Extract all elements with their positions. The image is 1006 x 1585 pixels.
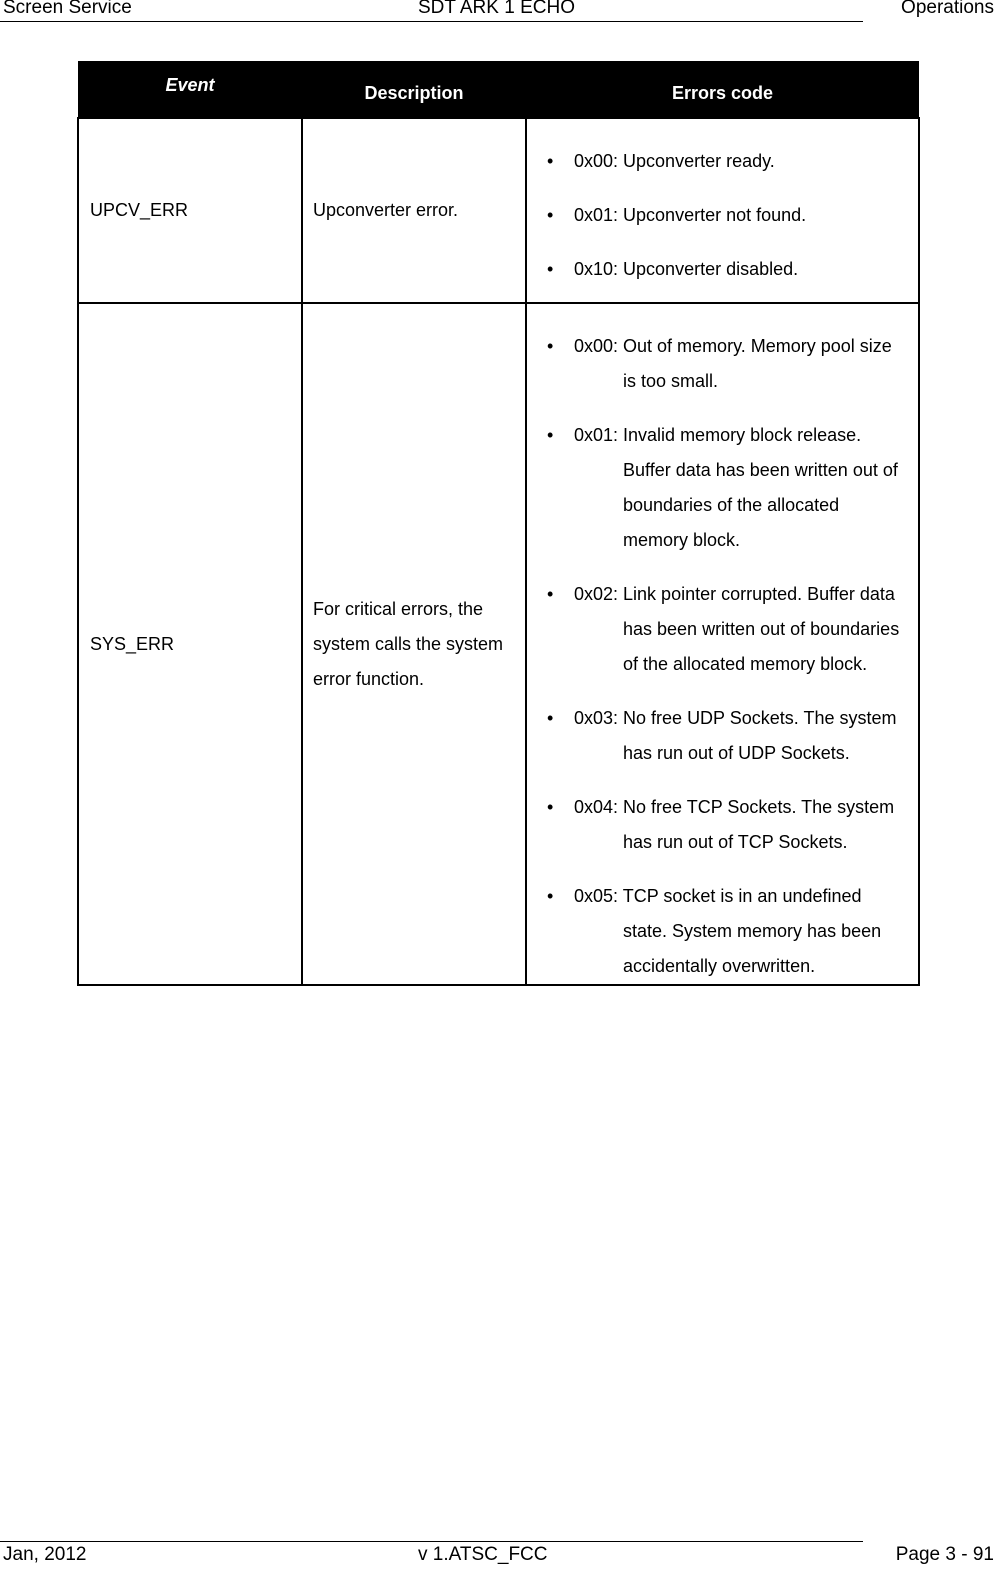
table-header-row <box>78 61 919 118</box>
header-right-title: Operations <box>901 0 994 18</box>
error-code-text: 0x04: No free TCP Sockets. The system has run out of TCP Sockets. <box>574 797 895 852</box>
bullet-icon: • <box>547 708 554 728</box>
page-footer <box>0 1545 1006 1567</box>
column-header-event: Event <box>78 61 302 118</box>
error-codes-cell <box>526 303 919 985</box>
list-item <box>537 879 908 984</box>
bullet-icon: • <box>547 205 554 225</box>
list-item <box>537 144 908 179</box>
bullet-icon: • <box>547 259 554 279</box>
footer-version: v 1.ATSC_FCC <box>418 1544 548 1565</box>
error-code-text: 0x02: Link pointer corrupted. Buffer data has been written out of boundaries of the allocated memory block. <box>574 584 900 674</box>
list-item <box>537 701 908 771</box>
error-code-text: 0x01: Invalid memory block release. Buffer data has been written out of boundaries of the allocated memory block. <box>574 425 898 550</box>
error-code-text: 0x01: Upconverter not found. <box>574 205 807 225</box>
description-cell: For critical errors, the system calls the system error function. <box>302 303 526 985</box>
list-item <box>537 252 908 287</box>
table-row <box>78 118 919 303</box>
footer-date: Jan, 2012 <box>3 1544 87 1565</box>
event-cell: SYS_ERR <box>78 303 302 985</box>
error-code-list <box>537 144 908 287</box>
header-center-title: SDT ARK 1 ECHO <box>418 0 575 18</box>
bullet-icon: • <box>547 151 554 171</box>
error-codes-cell <box>526 118 919 303</box>
table-row <box>78 303 919 985</box>
error-code-text: 0x10: Upconverter disabled. <box>574 259 799 279</box>
error-code-text: 0x00: Upconverter ready. <box>574 151 775 171</box>
footer-page-number: Page 3 - 91 <box>895 1544 994 1565</box>
error-code-text: 0x05: TCP socket is in an undefined state. System memory has been accidentally overwritten. <box>574 886 882 976</box>
error-code-list <box>537 329 908 984</box>
list-item <box>537 577 908 682</box>
header-left-title: Screen Service <box>3 0 132 18</box>
error-events-table <box>77 61 920 986</box>
bullet-icon: • <box>547 797 554 817</box>
column-header-errors-code: Errors code <box>526 61 919 118</box>
list-item <box>537 790 908 860</box>
bullet-icon: • <box>547 425 554 445</box>
list-item <box>537 329 908 399</box>
bullet-icon: • <box>547 336 554 356</box>
list-item <box>537 418 908 558</box>
error-code-text: 0x03: No free UDP Sockets. The system has run out of UDP Sockets. <box>574 708 897 763</box>
list-item <box>537 198 908 233</box>
footer-rule <box>0 1541 863 1542</box>
bullet-icon: • <box>547 584 554 604</box>
description-cell: Upconverter error. <box>302 118 526 303</box>
bullet-icon: • <box>547 886 554 906</box>
error-code-text: 0x00: Out of memory. Memory pool size is too small. <box>574 336 892 391</box>
page-header <box>0 0 1006 20</box>
column-header-description: Description <box>302 61 526 118</box>
event-cell: UPCV_ERR <box>78 118 302 303</box>
header-rule <box>0 21 863 22</box>
